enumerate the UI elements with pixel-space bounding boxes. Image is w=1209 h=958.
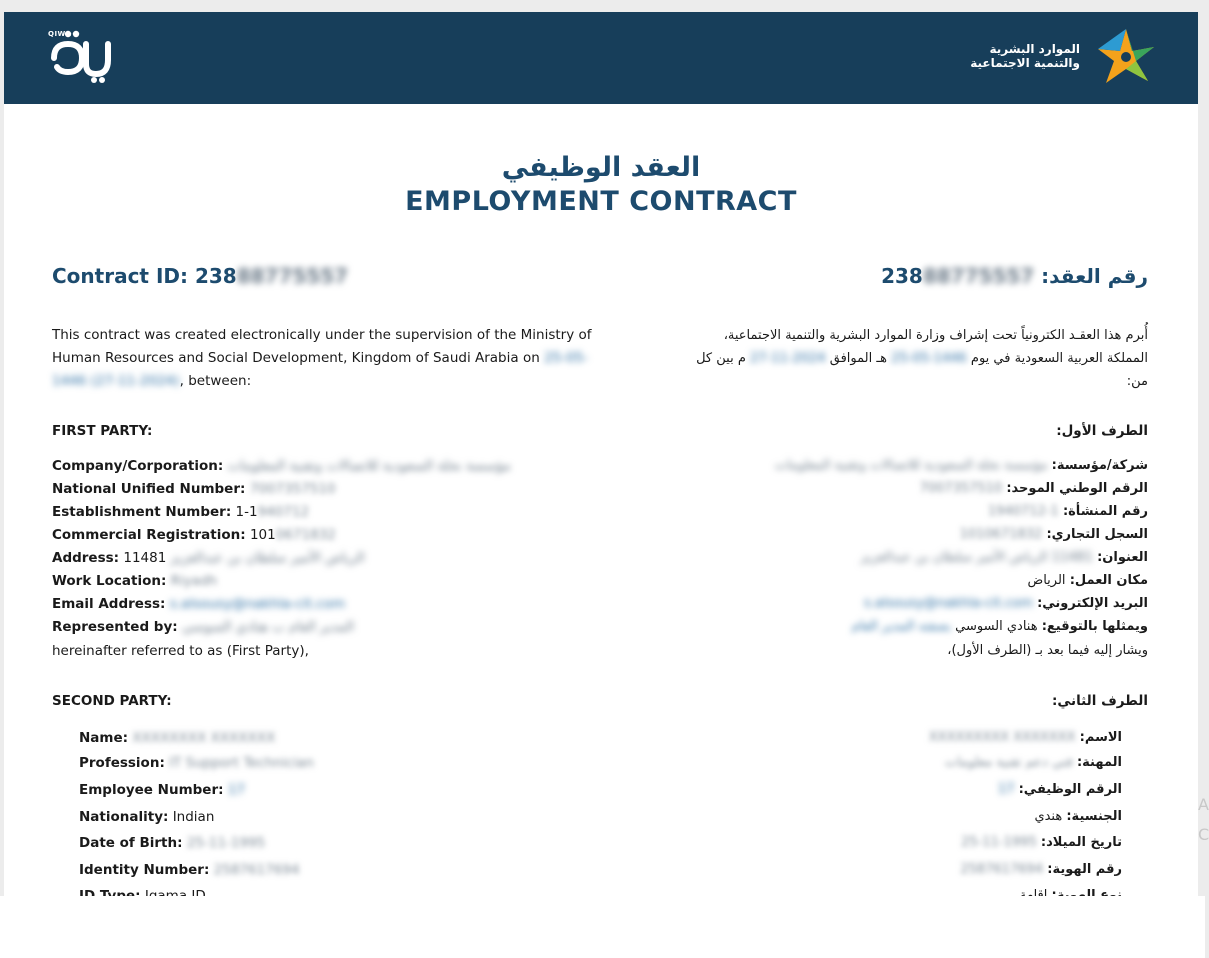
- intro-en-text: This contract was created electronically under the supervision of the Ministry of Human Resources and Social Development, Kingdom of Saudi Arabia on: [52, 327, 592, 366]
- fp-commercial-ar: [960, 527, 1148, 542]
- fp-email-en: [52, 596, 345, 612]
- sp-name-ar: [929, 730, 1122, 745]
- edge-text: A C: [1198, 795, 1209, 844]
- sp-identity-label-en: Identity Number:: [79, 862, 210, 878]
- intro-en-suffix: , between:: [179, 373, 252, 389]
- ministry-name-line2: والتنمية الاجتماعية: [970, 56, 1080, 70]
- fp-represented-name-ar: هنادي السوسي: [955, 619, 1038, 634]
- first-party-title-en: FIRST PARTY:: [52, 423, 153, 439]
- intro-ar-greg: 2024-11-27: [750, 351, 826, 366]
- sp-nationality-value-ar: هندي: [1034, 809, 1063, 824]
- fp-address-ar: [861, 550, 1148, 565]
- contract-id-ar-redacted: 88775557: [922, 264, 1035, 288]
- fp-email-label-ar: البريد الإلكتروني:: [1037, 596, 1148, 611]
- second-party-title-en: SECOND PARTY:: [52, 693, 172, 709]
- sp-nationality-label-ar: الجنسية:: [1066, 809, 1122, 824]
- title-arabic: العقد الوظيفي: [501, 152, 701, 183]
- fp-address-prefix-en: 11481: [123, 550, 167, 566]
- fp-address-label-en: Address:: [52, 550, 120, 566]
- sp-employee-number-ar: [998, 782, 1122, 797]
- sp-nationality-label-en: Nationality:: [79, 809, 169, 825]
- ministry-name-line1: الموارد البشرية: [989, 42, 1080, 56]
- sp-identity-value-ar: 2587617694: [960, 862, 1044, 877]
- fp-footer-en: hereinafter referred to as (First Party),: [52, 643, 309, 659]
- fp-work-location-en: [52, 573, 217, 589]
- sp-dob-ar: [961, 835, 1122, 850]
- fp-work-location-value-ar: الرياض: [1027, 573, 1066, 588]
- fp-commercial-en: [52, 527, 336, 543]
- sp-nationality-en: [79, 809, 214, 825]
- sp-employee-number-value-ar: 17: [997, 782, 1015, 797]
- sp-identity-label-ar: رقم الهوية:: [1047, 862, 1122, 877]
- fp-represented-value-ar: بصفته المدير العام: [851, 619, 951, 634]
- intro-ar-line1: أُبرم هذا العقـد الكترونياً تحت إشراف وزارة الموارد البشرية والتنمية الاجتماعية،: [723, 328, 1148, 343]
- bottom-strip: [0, 896, 1205, 958]
- fp-company-value-en: مؤسسة نخلة السعودية للاتصالات وتقنية المعلومات: [227, 458, 511, 474]
- fp-unified-value-ar: 7007357510: [919, 481, 1003, 496]
- sp-profession-label-ar: المهنة:: [1076, 755, 1122, 770]
- sp-name-value-en: XXXXXXXX XXXXXXX: [132, 730, 276, 746]
- intro-ar-hijri: 1446-05-25: [891, 351, 967, 366]
- fp-establishment-label-en: Establishment Number:: [52, 504, 232, 520]
- title-english: EMPLOYMENT CONTRACT: [405, 186, 797, 217]
- fp-establishment-ar: [988, 504, 1148, 519]
- fp-email-ar: [864, 596, 1148, 611]
- sp-name-label-ar: الاسم:: [1079, 730, 1122, 745]
- fp-commercial-prefix-en: 101: [249, 527, 276, 543]
- contract-id-en-prefix: 238: [194, 264, 237, 288]
- sp-employee-number-label-en: Employee Number:: [79, 782, 224, 798]
- contract-id-en-redacted: 88775557: [236, 264, 349, 288]
- sp-profession-value-en: IT Support Technician: [169, 755, 314, 771]
- fp-establishment-en: [52, 504, 309, 520]
- intro-ar-line2-c: م بين كل: [696, 351, 746, 366]
- fp-establishment-label-ar: رقم المنشأة:: [1062, 504, 1148, 519]
- fp-commercial-label-ar: السجل التجاري:: [1046, 527, 1148, 542]
- fp-represented-value-en: المدير العام ب هنادي السوسي: [181, 619, 354, 635]
- sp-employee-number-en: [79, 782, 245, 798]
- fp-email-label-en: Email Address:: [52, 596, 166, 612]
- fp-address-en: [52, 550, 365, 566]
- fp-address-value-ar: 11481 الرياض الأمير سلطان بن عبدالعزيز: [860, 550, 1093, 565]
- fp-company-value-ar: مؤسسة نخلة السعودية للاتصالات وتقنية المعلومات: [774, 458, 1048, 473]
- ministry-name: [970, 42, 1080, 70]
- sp-profession-label-en: Profession:: [79, 755, 165, 771]
- sp-nationality-ar: [1034, 809, 1122, 824]
- sp-profession-en: [79, 755, 314, 771]
- intro-ar-line2: [608, 347, 1148, 370]
- intro-ar-line2-a: المملكة العربية السعودية في يوم: [970, 351, 1148, 366]
- qiwa-label: QIWA: [48, 30, 72, 38]
- fp-work-location-label-en: Work Location:: [52, 573, 167, 589]
- fp-unified-label-ar: الرقم الوطني الموحد:: [1006, 481, 1148, 496]
- fp-establishment-value-en: 940712: [257, 504, 310, 520]
- sp-dob-value-en: 25-11-1995: [186, 835, 266, 851]
- sp-dob-label-en: Date of Birth:: [79, 835, 183, 851]
- sp-employee-number-value-en: 17: [227, 782, 246, 798]
- intro-arabic: [608, 324, 1148, 393]
- sp-dob-label-ar: تاريخ الميلاد:: [1040, 835, 1122, 850]
- fp-work-location-value-en: Riyadh: [170, 573, 218, 589]
- contract-id-en: [52, 264, 348, 288]
- fp-company-ar: [775, 458, 1148, 473]
- fp-address-label-ar: العنوان:: [1097, 550, 1148, 565]
- fp-email-value-ar[interactable]: s.alsousy@nakhla-cit.com: [864, 596, 1033, 611]
- second-party-title-ar: الطرف الثاني:: [1051, 693, 1148, 709]
- fp-work-location-ar: [1028, 573, 1149, 588]
- fp-establishment-value-ar: 1-1940712: [987, 504, 1059, 519]
- contract-id-ar-prefix: 238: [881, 264, 923, 288]
- fp-unified-value-en: 7007357510: [249, 481, 336, 497]
- sp-profession-value-ar: فني دعم تقنية معلومات: [944, 755, 1073, 770]
- sp-nationality-value-en: Indian: [172, 809, 215, 825]
- sp-employee-number-label-ar: الرقم الوظيفي:: [1018, 782, 1122, 797]
- fp-work-location-label-ar: مكان العمل:: [1069, 573, 1148, 588]
- fp-represented-label-ar: ويمثلها بالتوقيع:: [1041, 619, 1148, 634]
- fp-company-label-ar: شركة/مؤسسة:: [1051, 458, 1148, 473]
- header-bar: [4, 12, 1198, 104]
- fp-commercial-label-en: Commercial Registration:: [52, 527, 246, 543]
- contract-id-en-label: Contract ID:: [52, 264, 188, 288]
- sp-identity-value-en: 2587617694: [213, 862, 300, 878]
- fp-commercial-value-ar: 1010671832: [959, 527, 1043, 542]
- sp-name-en: [79, 730, 275, 746]
- first-party-title-ar: الطرف الأول:: [1056, 423, 1148, 439]
- intro-ar-line2-b: هـ الموافق: [829, 351, 888, 366]
- sp-identity-en: [79, 862, 300, 878]
- fp-company-label-en: Company/Corporation:: [52, 458, 224, 474]
- sp-name-label-en: Name:: [79, 730, 129, 746]
- fp-represented-en: [52, 619, 354, 635]
- fp-unified-ar: [919, 481, 1148, 496]
- fp-footer-ar: ويشار إليه فيما بعد بـ (الطرف الأول)،: [947, 643, 1148, 658]
- fp-establishment-prefix-en: 1-1: [235, 504, 258, 520]
- fp-commercial-value-en: 0671832: [275, 527, 336, 543]
- contract-id-ar-label: رقم العقد:: [1041, 264, 1148, 288]
- fp-email-value-en[interactable]: s.alsousy@nakhla-cit.com: [169, 596, 346, 612]
- contract-id-ar-number: [881, 264, 1034, 288]
- contract-id-ar: [881, 264, 1148, 288]
- sp-profession-ar: [945, 755, 1122, 770]
- contract-page: [4, 12, 1198, 896]
- sp-dob-value-ar: 1995-11-25: [961, 835, 1037, 850]
- sp-name-value-ar: XXXXXXXXX XXXXXXX: [928, 730, 1076, 745]
- sp-identity-ar: [960, 862, 1122, 877]
- fp-unified-en: [52, 481, 336, 497]
- fp-company-en: [52, 458, 511, 474]
- fp-represented-label-en: Represented by:: [52, 619, 178, 635]
- sp-dob-en: [79, 835, 265, 851]
- fp-address-value-en: الرياض الأمير سلطان بن عبدالعزيز: [170, 550, 365, 566]
- intro-en-date: 25-05-1446 (27-11-2024): [52, 350, 589, 389]
- intro-english: [52, 324, 597, 393]
- fp-represented-ar: [852, 619, 1148, 634]
- intro-ar-line3: من:: [1126, 374, 1148, 389]
- fp-unified-label-en: National Unified Number:: [52, 481, 246, 497]
